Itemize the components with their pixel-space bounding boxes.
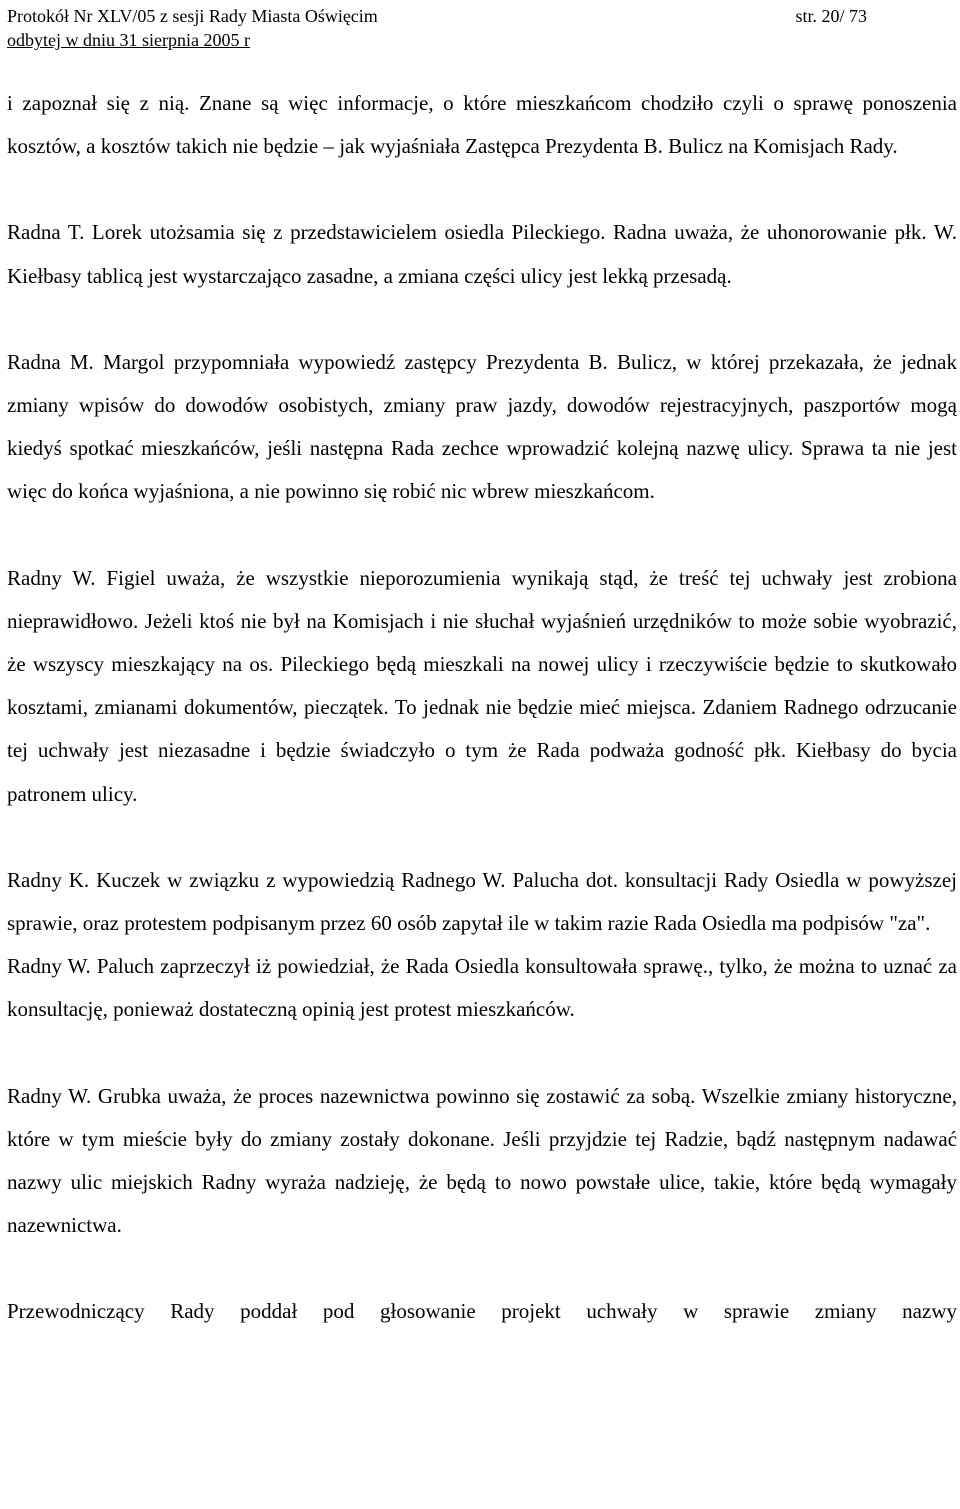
session-date: odbytej w dniu 31 sierpnia 2005 r [7, 30, 250, 50]
paragraph-grubka: Radny W. Grubka uważa, że proces nazewnictwa powinno się zostawić za sobą. Wszelkie zmiany historyczne, które w tym mieście były do zmiany zostały dokonane. Jeśli przyjdzie tej Radzie, bądź następnym nadawać nazwy ulic miejskich Radny wyraża nadzieję, że będą to nowo powstałe ulice, takie, które będą wymagały nazewnictwa. [7, 1083, 957, 1238]
paragraph-margol: Radna M. Margol przypomniała wypowiedź zastępcy Prezydenta B. Bulicz, w której przekazała, że jednak zmiany wpisów do dowodów osobistych, zmiany praw jazdy, dowodów rejestracyjnych, paszportów mogą kiedyś spotkać mieszkańców, jeśli następna Rada zechce wprowadzić kolejną nazwę ulicy. Sprawa ta nie jest więc do końca wyjaśniona, a nie powinno się robić nic wbrew mieszkańcom. [7, 349, 957, 504]
header-row-1 [7, 4, 953, 28]
paragraph-przewodniczacy: Przewodniczący Rady poddał pod głosowanie projekt uchwały w sprawie zmiany nazwy [7, 1299, 957, 1324]
document-body [7, 82, 957, 1334]
paragraph-paluch: Radny W. Paluch zaprzeczył iż powiedział, że Rada Osiedla konsultowała sprawę., tylko, że można to uznać za konsultację, ponieważ dostateczną opinią jest protest mieszkańców. [7, 954, 957, 1022]
paragraph-lorek: Radna T. Lorek utożsamia się z przedstawicielem osiedla Pileckiego. Radna uważa, że uhonorowanie płk. W. Kiełbasy tablicą jest wystarczająco zasadne, a zmiana części ulicy jest lekką przesadą. [7, 220, 957, 288]
paragraph-continuation: i zapoznał się z nią. Znane są więc informacje, o które mieszkańcom chodziło czyli o sprawę ponoszenia kosztów, a kosztów takich nie będzie – jak wyjaśniała Zastępca Prezydenta B. Bulicz na Komisjach Rady. [7, 91, 957, 159]
header-row-2 [7, 28, 953, 52]
page-number: str. 20/ 73 [795, 6, 867, 26]
paragraph-figiel: Radny W. Figiel uważa, że wszystkie nieporozumienia wynikają stąd, że treść tej uchwały jest zrobiona nieprawidłowo. Jeżeli ktoś nie był na Komisjach i nie słuchał wyjaśnień urzędników to może sobie wyobrazić, że wszyscy mieszkający na os. Pileckiego będą mieszkali na nowej ulicy i rzeczywiście będzie to skutkowało kosztami, zmianami dokumentów, pieczątek. To jednak nie będzie mieć miejsca. Zdaniem Radnego odrzucanie tej uchwały jest niezasadne i będzie świadczyło o tym że Rada podważa godność płk. Kiełbasy do bycia patronem ulicy. [7, 565, 957, 806]
document-title: Protokół Nr XLV/05 z sesji Rady Miasta Oświęcim [7, 6, 378, 26]
paragraph-kuczek: Radny K. Kuczek w związku z wypowiedzią Radnego W. Palucha dot. konsultacji Rady Osiedla w powyższej sprawie, oraz protestem podpisanym przez 60 osób zapytał ile w takim razie Rada Osiedla ma podpisów "za". [7, 867, 957, 936]
page-header [7, 4, 953, 52]
